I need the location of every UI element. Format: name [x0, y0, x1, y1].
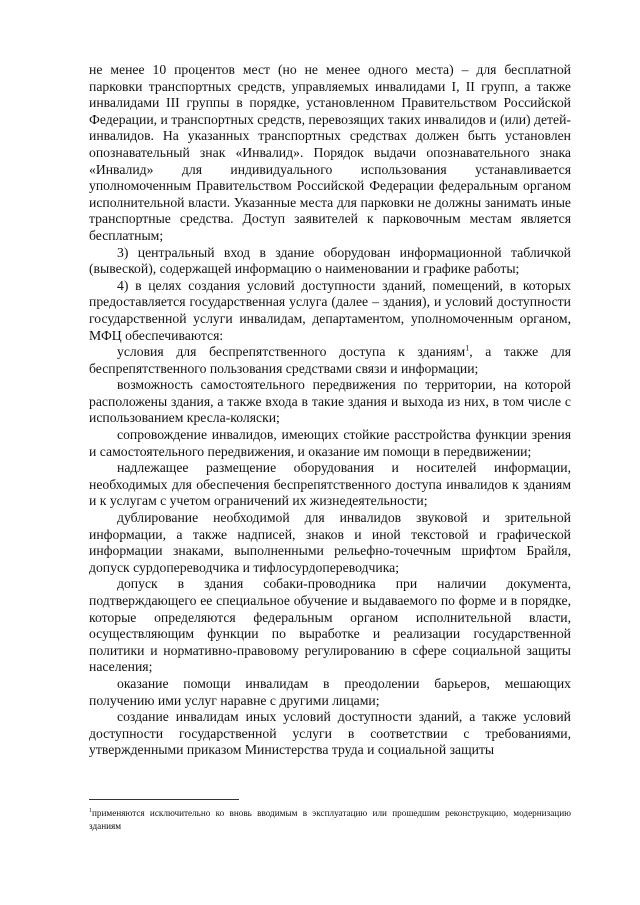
- paragraph-access-conditions: [89, 344, 571, 377]
- paragraph-other-conditions: создание инвалидам иных условий доступности зданий, а также условий доступности государственной услуги в соответствии с требованиями, утвержденными приказом Министерства труда и социальной защиты: [89, 709, 571, 758]
- paragraph-equipment: надлежащее размещение оборудования и носителей информации, необходимых для обеспечения беспрепятственного доступа инвалидов к зданиям и к услугам с учетом ограничений их жизнедеятельности;: [89, 460, 571, 509]
- access-conditions-text: условия для беспрепятственного доступа к зданиям: [117, 344, 466, 360]
- footnote-divider: [89, 799, 239, 800]
- paragraph-barriers-help: оказание помощи инвалидам в преодолении барьеров, мешающих получению ими услуг наравне с другими лицами;: [89, 675, 571, 708]
- access-conditions-text-cont: , а также для беспрепятственного пользования средствами связи и информации;: [89, 344, 571, 376]
- paragraph-guide-dog: допуск в здания собаки-проводника при наличии документа, подтверждающего ее специальное обучение и выдаваемого по форме и в порядке, которые определяются федеральным органом исполнительной власти, осуществляющим функции по выработке и реализации государственной политики и нормативно-правовому регулированию в сфере социальной защиты населения;: [89, 576, 571, 675]
- paragraph-accessibility-intro: 4) в целях создания условий доступности зданий, помещений, в которых предоставляется государственная услуга (далее – здания), и условий доступности государственной услуги инвалидам, департаментом, уполномоченным органом, МФЦ обеспечиваются:: [89, 277, 571, 343]
- paragraph-escort: сопровождение инвалидов, имеющих стойкие расстройства функции зрения и самостоятельного передвижения, и оказание им помощи в передвижении;: [89, 427, 571, 459]
- paragraph-movement: возможность самостоятельного передвижения по территории, на которой расположены здания, а также входа в такие здания и выхода из них, в том числе с использованием кресла-коляски;: [89, 377, 571, 426]
- paragraph-duplication: дублирование необходимой для инвалидов звуковой и зрительной информации, а также надписей, знаков и иной текстовой и графической информации знаками, выполненными рельефно-точечным шрифтом Брайля, допуск сурдопереводчика и тифлосурдопереводчика;: [89, 510, 571, 575]
- footnote-reference: 1: [465, 343, 470, 353]
- document-body: [89, 62, 571, 759]
- footnote: [89, 807, 571, 833]
- footnote-mark: 1: [89, 807, 92, 814]
- footnote-text: применяются исключительно ко вновь вводимым в эксплуатацию или прошедшим реконструкцию, модернизацию зданиям: [89, 808, 571, 831]
- paragraph-entrance-sign: 3) центральный вход в здание оборудован информационной табличкой (вывеской), содержащей информацию о наименовании и графике работы;: [89, 244, 571, 277]
- paragraph-parking: не менее 10 процентов мест (но не менее одного места) – для бесплатной парковки транспортных средств, управляемых инвалидами I, II групп, а также инвалидами III группы в порядке, установленном Правительством Российской Федерации, и транспортных средств, перевозящих таких инвалидов и (или) детей-инвалидов. На указанных транспортных средствах должен быть установлен опознавательный знак «Инвалид». Порядок выдачи опознавательного знака «Инвалид» для индивидуального использования устанавливается уполномоченным Правительством Российской Федерации федеральным органом исполнительной власти. Указанные места для парковки не должны занимать иные транспортные средства. Доступ заявителей к парковочным местам является бесплатным;: [89, 62, 571, 243]
